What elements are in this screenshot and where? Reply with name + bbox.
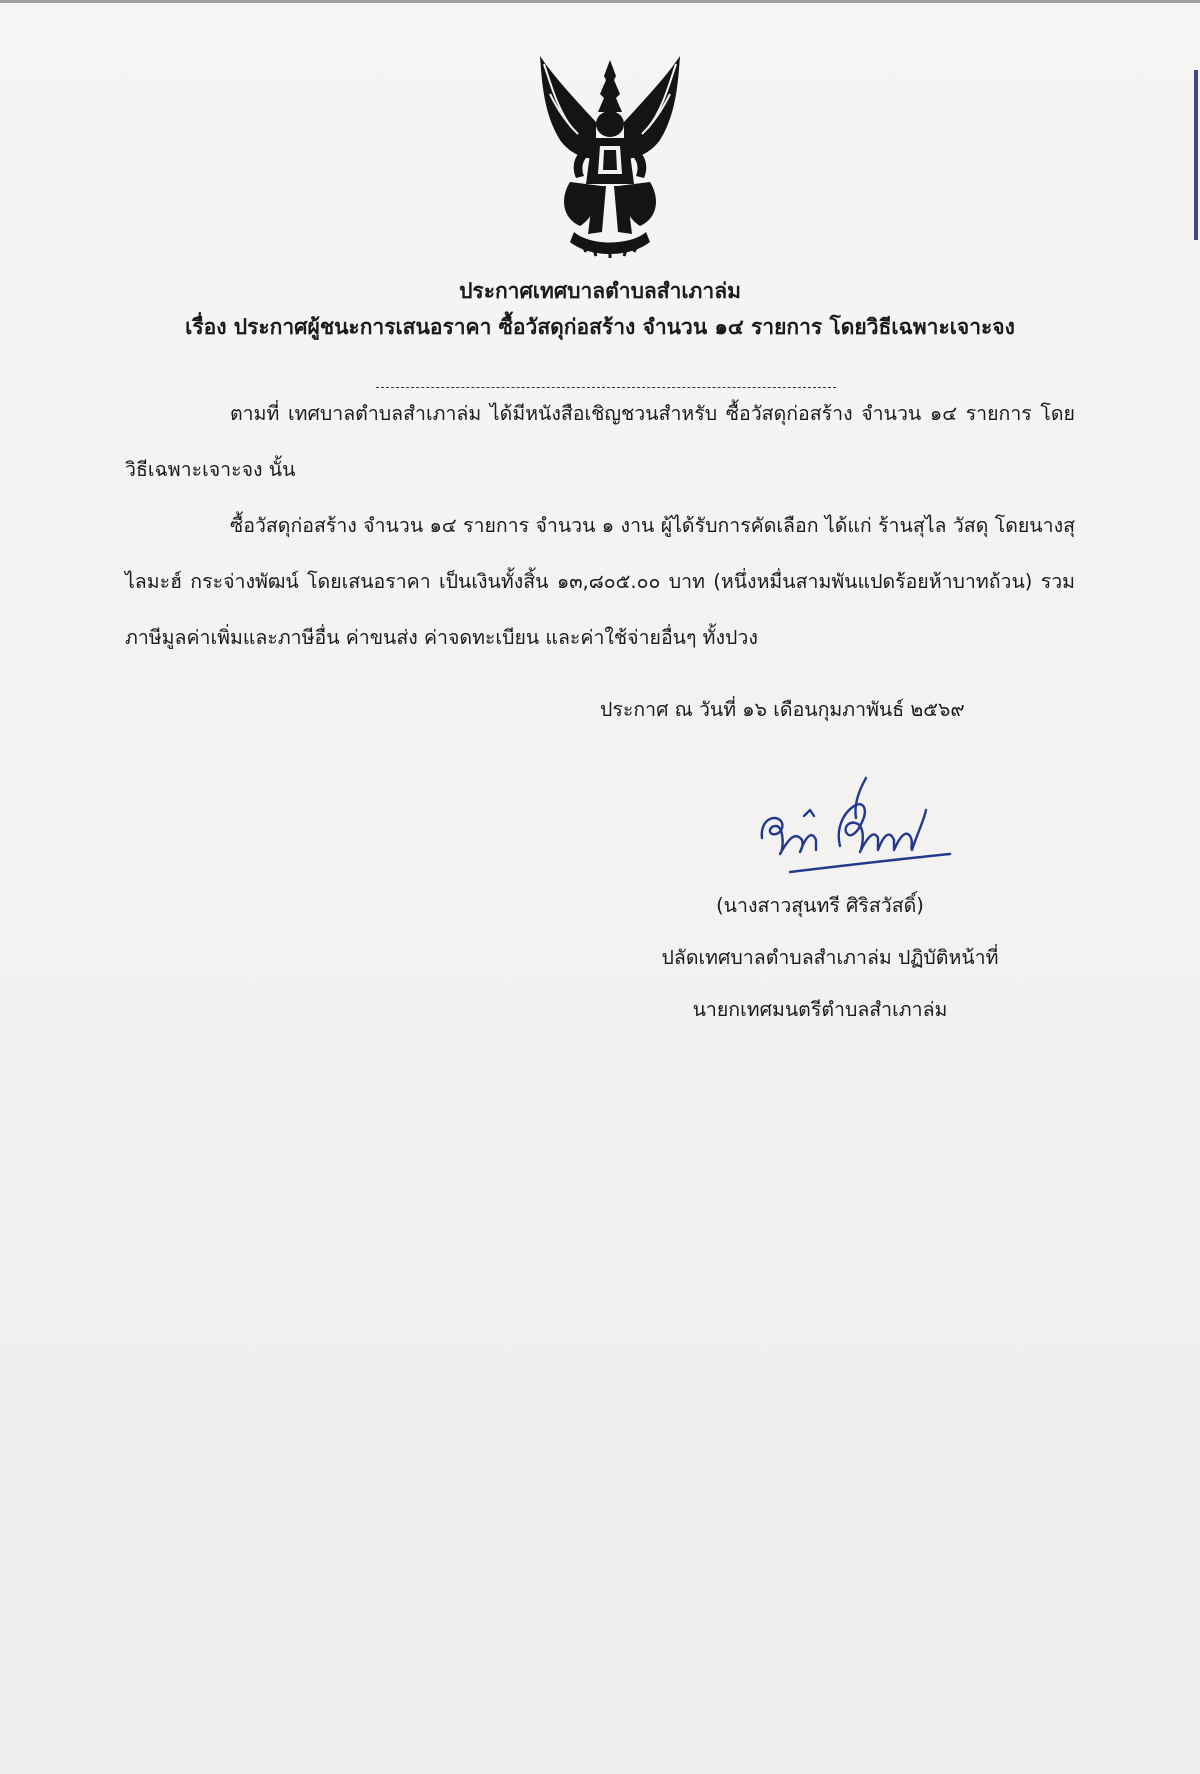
announcement-agency-title: ประกาศเทศบาลตำบลสำเภาล่ม xyxy=(459,279,741,303)
announcement-subject: เรื่อง ประกาศผู้ชนะการเสนอราคา ซื้อวัสดุก่อสร้าง จำนวน ๑๔ รายการ โดยวิธีเฉพาะเจาะจง xyxy=(185,315,1015,339)
garuda-emblem-icon xyxy=(530,54,690,260)
paragraph-invitation: ตามที่ เทศบาลตำบลสำเภาล่ม ได้มีหนังสือเชิญชวนสำหรับ ซื้อวัสดุก่อสร้าง จำนวน ๑๔ รายการ โดยวิธีเฉพาะเจาะจง นั้น xyxy=(125,402,1075,481)
signer-name: (นางสาวสุนทรี ศิริสวัสดิ์) xyxy=(716,894,924,917)
signer-position: ปลัดเทศบาลตำบลสำเภาล่ม ปฏิบัติหน้าที่ xyxy=(661,946,999,969)
scan-right-edge xyxy=(1194,70,1198,240)
scan-top-edge xyxy=(0,0,1200,3)
announcement-date: ประกาศ ณ วันที่ ๑๖ เดือนกุมภาพันธ์ ๒๕๖๙ xyxy=(600,698,965,721)
signer-acting-position: นายกเทศมนตรีตำบลสำเภาล่ม xyxy=(692,998,948,1021)
handwritten-signature-icon xyxy=(750,770,960,890)
paragraph-winner: ซื้อวัสดุก่อสร้าง จำนวน ๑๔ รายการ จำนวน ๑ งาน ผู้ได้รับการคัดเลือก ได้แก่ ร้านสุไล วัสดุ โดยนางสุไลมะฮ์ กระจ่างพัฒน์ โดยเสนอราคา เป็นเงินทั้งสิ้น ๑๓,๘๐๕.๐๐ บาท (หนึ่งหมื่นสามพันแปดร้อยห้าบาทถ้วน) รวมภาษีมูลค่าเพิ่มและภาษีอื่น ค่าขนส่ง ค่าจดทะเบียน และค่าใช้จ่ายอื่นๆ ทั้งปวง xyxy=(125,514,1075,649)
